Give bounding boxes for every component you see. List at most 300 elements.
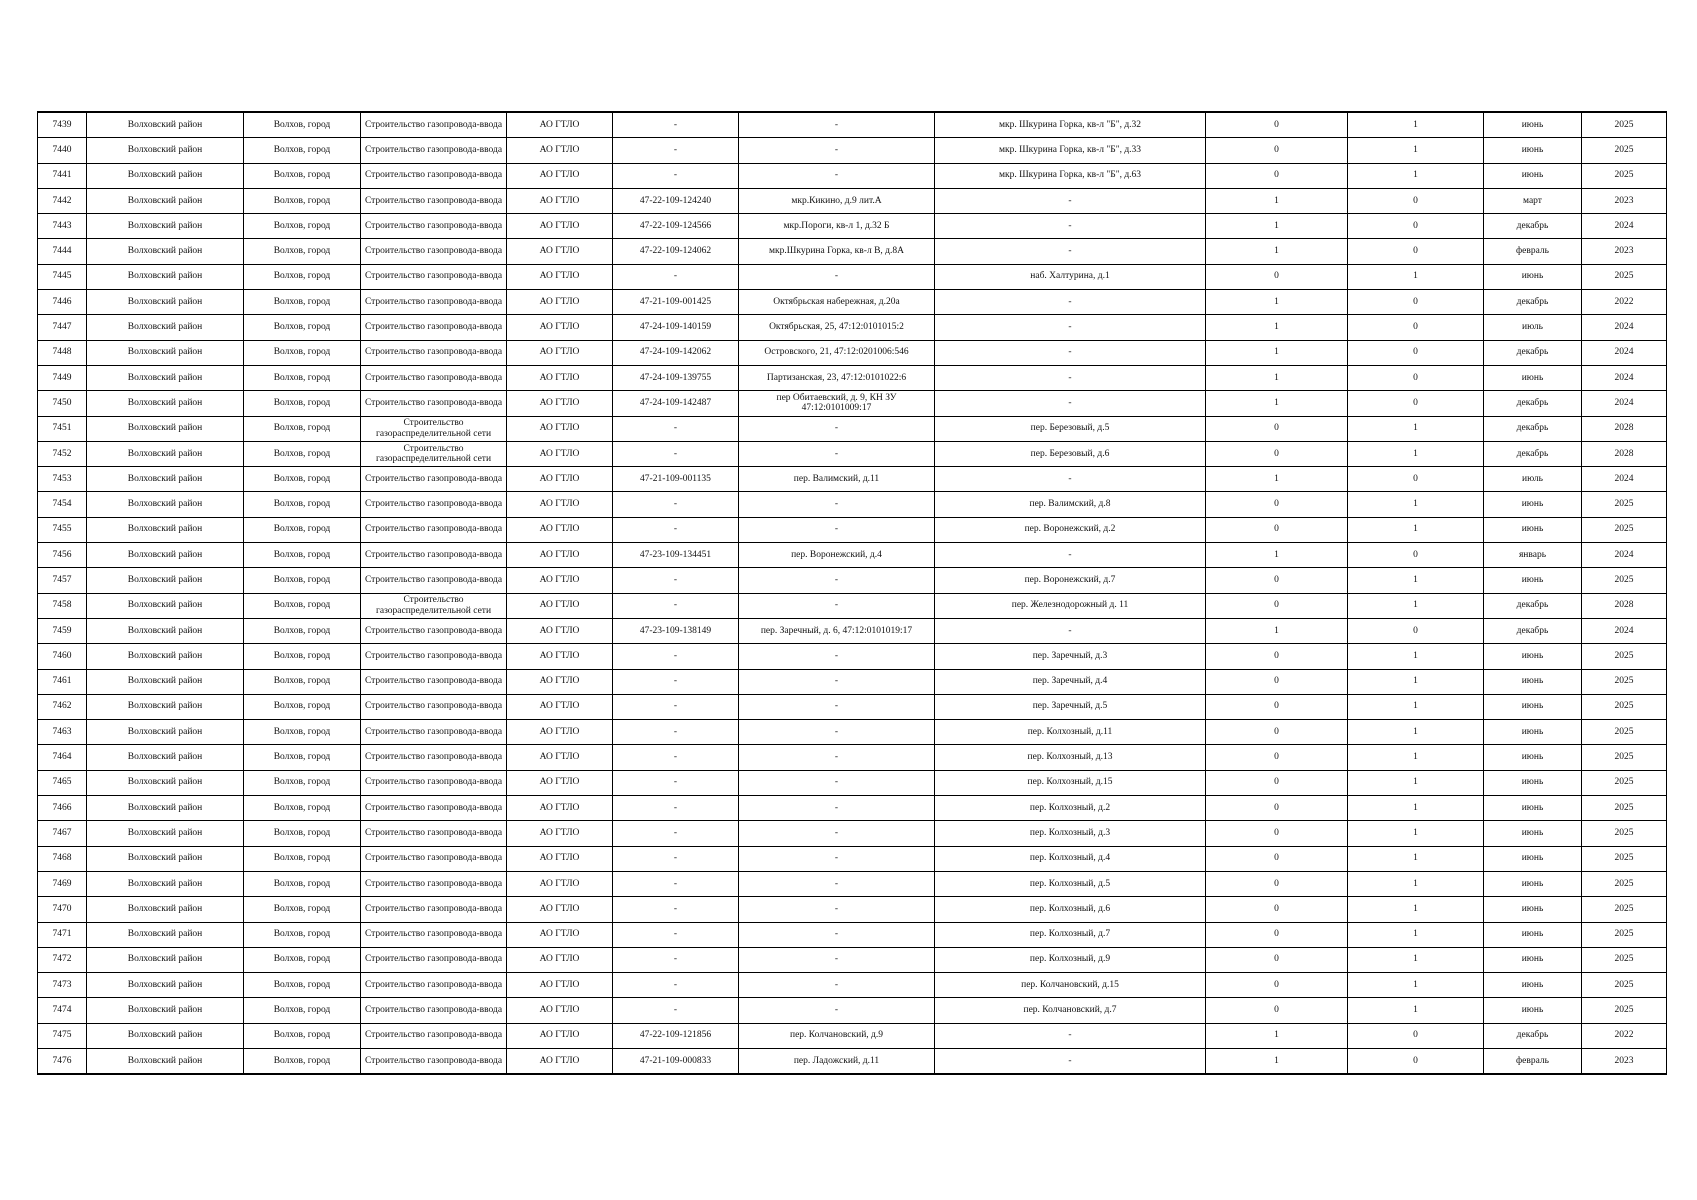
cell-address-existing: мкр.Пороги, кв-л 1, д.32 Б (739, 214, 935, 239)
table-row (38, 720, 1667, 745)
cell-address-planned: - (935, 467, 1206, 492)
cell-application-number: - (613, 897, 739, 922)
cell-year: 2024 (1582, 618, 1667, 643)
cell-address-planned: - (935, 340, 1206, 365)
cell-district: Волховский район (87, 644, 244, 669)
cell-address-existing: - (739, 846, 935, 871)
table-row (38, 922, 1667, 947)
cell-count-a: 0 (1206, 821, 1348, 846)
table-row (38, 112, 1667, 138)
cell-count-a: 0 (1206, 492, 1348, 517)
cell-settlement: Волхов, город (244, 846, 361, 871)
cell-count-b: 1 (1348, 871, 1484, 896)
cell-count-b: 0 (1348, 239, 1484, 264)
cell-year: 2025 (1582, 897, 1667, 922)
cell-count-b: 1 (1348, 947, 1484, 972)
cell-address-existing: - (739, 720, 935, 745)
table-row (38, 163, 1667, 188)
cell-work-type: Строительство газопровода-ввода (361, 644, 507, 669)
gasification-table-sheet (37, 111, 1666, 1075)
cell-settlement: Волхов, город (244, 391, 361, 416)
table-row (38, 543, 1667, 568)
cell-count-b: 1 (1348, 112, 1484, 138)
cell-organization: АО ГТЛО (507, 1048, 613, 1074)
cell-district: Волховский район (87, 796, 244, 821)
cell-count-a: 0 (1206, 163, 1348, 188)
cell-district: Волховский район (87, 467, 244, 492)
cell-year: 2024 (1582, 543, 1667, 568)
cell-count-b: 1 (1348, 973, 1484, 998)
cell-row-number: 7465 (38, 770, 87, 795)
cell-count-a: 0 (1206, 973, 1348, 998)
cell-address-planned: пер. Колхозный, д.6 (935, 897, 1206, 922)
table-row (38, 846, 1667, 871)
cell-row-number: 7475 (38, 1023, 87, 1048)
cell-count-a: 1 (1206, 365, 1348, 390)
cell-year: 2028 (1582, 441, 1667, 466)
cell-month: июнь (1484, 644, 1582, 669)
cell-work-type: Строительство газопровода-ввода (361, 112, 507, 138)
cell-application-number: 47-21-109-001425 (613, 290, 739, 315)
cell-year: 2025 (1582, 163, 1667, 188)
cell-address-planned: - (935, 315, 1206, 340)
cell-row-number: 7472 (38, 947, 87, 972)
cell-row-number: 7469 (38, 871, 87, 896)
cell-count-a: 0 (1206, 644, 1348, 669)
cell-application-number: - (613, 492, 739, 517)
cell-row-number: 7457 (38, 568, 87, 593)
cell-address-existing: - (739, 669, 935, 694)
cell-district: Волховский район (87, 391, 244, 416)
table-row (38, 1023, 1667, 1048)
cell-month: декабрь (1484, 340, 1582, 365)
cell-work-type: Строительство газопровода-ввода (361, 214, 507, 239)
cell-month: июнь (1484, 517, 1582, 542)
cell-count-b: 1 (1348, 694, 1484, 719)
cell-address-existing: Октябрьская, 25, 47:12:0101015:2 (739, 315, 935, 340)
cell-count-b: 0 (1348, 543, 1484, 568)
cell-count-a: 0 (1206, 138, 1348, 163)
cell-work-type: Строительство газопровода-ввода (361, 871, 507, 896)
cell-count-a: 0 (1206, 745, 1348, 770)
cell-address-planned: пер. Колхозный, д.3 (935, 821, 1206, 846)
cell-address-planned: пер. Березовый, д.5 (935, 416, 1206, 441)
cell-address-planned: - (935, 214, 1206, 239)
cell-month: июнь (1484, 720, 1582, 745)
cell-year: 2025 (1582, 720, 1667, 745)
cell-organization: АО ГТЛО (507, 517, 613, 542)
cell-year: 2025 (1582, 821, 1667, 846)
cell-work-type: Строительство газопровода-ввода (361, 947, 507, 972)
cell-month: декабрь (1484, 214, 1582, 239)
cell-count-a: 0 (1206, 669, 1348, 694)
table-row (38, 391, 1667, 416)
cell-year: 2025 (1582, 568, 1667, 593)
cell-work-type: Строительство газопровода-ввода (361, 745, 507, 770)
cell-organization: АО ГТЛО (507, 618, 613, 643)
cell-application-number: - (613, 694, 739, 719)
cell-count-a: 0 (1206, 897, 1348, 922)
table-row (38, 947, 1667, 972)
cell-settlement: Волхов, город (244, 745, 361, 770)
cell-count-a: 1 (1206, 290, 1348, 315)
table-row (38, 467, 1667, 492)
cell-year: 2025 (1582, 871, 1667, 896)
cell-address-planned: наб. Халтурина, д.1 (935, 264, 1206, 289)
cell-application-number: - (613, 745, 739, 770)
cell-count-a: 0 (1206, 922, 1348, 947)
table-row (38, 871, 1667, 896)
cell-address-existing: Октябрьская набережная, д.20а (739, 290, 935, 315)
cell-district: Волховский район (87, 441, 244, 466)
cell-address-planned: - (935, 1023, 1206, 1048)
cell-district: Волховский район (87, 821, 244, 846)
cell-organization: АО ГТЛО (507, 467, 613, 492)
cell-count-b: 0 (1348, 618, 1484, 643)
table-row (38, 796, 1667, 821)
cell-row-number: 7474 (38, 998, 87, 1023)
cell-row-number: 7464 (38, 745, 87, 770)
cell-count-b: 0 (1348, 467, 1484, 492)
cell-application-number: 47-23-109-134451 (613, 543, 739, 568)
cell-year: 2024 (1582, 340, 1667, 365)
cell-count-a: 1 (1206, 239, 1348, 264)
cell-work-type: Строительство газопровода-ввода (361, 543, 507, 568)
cell-count-a: 1 (1206, 467, 1348, 492)
cell-organization: АО ГТЛО (507, 214, 613, 239)
cell-application-number: 47-24-109-140159 (613, 315, 739, 340)
cell-application-number: 47-24-109-142487 (613, 391, 739, 416)
cell-district: Волховский район (87, 593, 244, 618)
table-row (38, 973, 1667, 998)
cell-year: 2025 (1582, 517, 1667, 542)
cell-application-number: - (613, 644, 739, 669)
cell-count-a: 0 (1206, 871, 1348, 896)
cell-organization: АО ГТЛО (507, 947, 613, 972)
cell-address-existing: - (739, 568, 935, 593)
cell-settlement: Волхов, город (244, 138, 361, 163)
cell-application-number: 47-22-109-121856 (613, 1023, 739, 1048)
cell-month: июнь (1484, 871, 1582, 896)
cell-district: Волховский район (87, 669, 244, 694)
cell-year: 2025 (1582, 998, 1667, 1023)
cell-work-type: Строительство газопровода-ввода (361, 770, 507, 795)
cell-application-number: 47-22-109-124240 (613, 188, 739, 213)
cell-month: июнь (1484, 264, 1582, 289)
cell-count-a: 0 (1206, 846, 1348, 871)
cell-work-type: Строительство газопровода-ввода (361, 720, 507, 745)
cell-address-existing: - (739, 871, 935, 896)
cell-month: февраль (1484, 1048, 1582, 1074)
cell-address-existing: - (739, 264, 935, 289)
cell-work-type: Строительство газопровода-ввода (361, 998, 507, 1023)
cell-organization: АО ГТЛО (507, 365, 613, 390)
cell-district: Волховский район (87, 188, 244, 213)
cell-row-number: 7473 (38, 973, 87, 998)
cell-organization: АО ГТЛО (507, 720, 613, 745)
cell-year: 2028 (1582, 593, 1667, 618)
table-row (38, 770, 1667, 795)
cell-month: июль (1484, 467, 1582, 492)
cell-address-planned: пер. Колхозный, д.15 (935, 770, 1206, 795)
cell-district: Волховский район (87, 264, 244, 289)
cell-year: 2023 (1582, 239, 1667, 264)
cell-row-number: 7459 (38, 618, 87, 643)
cell-address-existing: - (739, 138, 935, 163)
cell-row-number: 7452 (38, 441, 87, 466)
cell-district: Волховский район (87, 973, 244, 998)
cell-count-a: 1 (1206, 618, 1348, 643)
cell-address-existing: - (739, 998, 935, 1023)
cell-work-type: Строительство газопровода-ввода (361, 568, 507, 593)
cell-settlement: Волхов, город (244, 416, 361, 441)
cell-address-existing: - (739, 492, 935, 517)
cell-work-type: Строительство газопровода-ввода (361, 365, 507, 390)
table-row (38, 593, 1667, 618)
cell-address-planned: пер. Березовый, д.6 (935, 441, 1206, 466)
cell-month: июнь (1484, 112, 1582, 138)
cell-year: 2025 (1582, 770, 1667, 795)
cell-count-b: 1 (1348, 441, 1484, 466)
cell-application-number: 47-22-109-124566 (613, 214, 739, 239)
cell-application-number: - (613, 871, 739, 896)
cell-organization: АО ГТЛО (507, 922, 613, 947)
cell-year: 2024 (1582, 315, 1667, 340)
cell-settlement: Волхов, город (244, 163, 361, 188)
cell-settlement: Волхов, город (244, 973, 361, 998)
cell-count-b: 0 (1348, 1048, 1484, 1074)
cell-settlement: Волхов, город (244, 669, 361, 694)
cell-settlement: Волхов, город (244, 517, 361, 542)
cell-row-number: 7453 (38, 467, 87, 492)
cell-count-b: 1 (1348, 922, 1484, 947)
cell-count-b: 1 (1348, 846, 1484, 871)
cell-district: Волховский район (87, 517, 244, 542)
cell-settlement: Волхов, город (244, 264, 361, 289)
cell-work-type: Строительство газопровода-ввода (361, 618, 507, 643)
cell-organization: АО ГТЛО (507, 973, 613, 998)
cell-address-existing: пер. Воронежский, д.4 (739, 543, 935, 568)
cell-count-b: 1 (1348, 163, 1484, 188)
cell-address-planned: пер. Колхозный, д.7 (935, 922, 1206, 947)
cell-count-a: 0 (1206, 770, 1348, 795)
cell-address-planned: - (935, 365, 1206, 390)
cell-settlement: Волхов, город (244, 593, 361, 618)
cell-address-existing: - (739, 947, 935, 972)
cell-work-type: Строительство газораспределительной сети (361, 441, 507, 466)
cell-row-number: 7458 (38, 593, 87, 618)
cell-month: июнь (1484, 846, 1582, 871)
cell-organization: АО ГТЛО (507, 871, 613, 896)
cell-row-number: 7468 (38, 846, 87, 871)
cell-work-type: Строительство газопровода-ввода (361, 340, 507, 365)
cell-district: Волховский район (87, 214, 244, 239)
cell-work-type: Строительство газопровода-ввода (361, 391, 507, 416)
cell-address-existing: мкр.Кикино, д.9 лит.А (739, 188, 935, 213)
cell-organization: АО ГТЛО (507, 391, 613, 416)
cell-year: 2023 (1582, 188, 1667, 213)
cell-count-b: 1 (1348, 998, 1484, 1023)
cell-count-b: 1 (1348, 492, 1484, 517)
cell-count-b: 1 (1348, 669, 1484, 694)
cell-work-type: Строительство газопровода-ввода (361, 973, 507, 998)
cell-month: июнь (1484, 770, 1582, 795)
cell-settlement: Волхов, город (244, 1023, 361, 1048)
cell-district: Волховский район (87, 239, 244, 264)
cell-address-existing: - (739, 694, 935, 719)
cell-organization: АО ГТЛО (507, 745, 613, 770)
cell-month: июнь (1484, 821, 1582, 846)
cell-district: Волховский район (87, 163, 244, 188)
cell-count-a: 0 (1206, 720, 1348, 745)
cell-work-type: Строительство газопровода-ввода (361, 796, 507, 821)
cell-organization: АО ГТЛО (507, 441, 613, 466)
cell-address-existing: - (739, 517, 935, 542)
cell-month: декабрь (1484, 593, 1582, 618)
cell-row-number: 7445 (38, 264, 87, 289)
cell-application-number: 47-24-109-139755 (613, 365, 739, 390)
cell-count-b: 1 (1348, 720, 1484, 745)
cell-month: июнь (1484, 998, 1582, 1023)
cell-address-existing: - (739, 593, 935, 618)
cell-month: июнь (1484, 796, 1582, 821)
cell-settlement: Волхов, город (244, 441, 361, 466)
cell-count-b: 0 (1348, 340, 1484, 365)
table-row (38, 568, 1667, 593)
cell-month: июнь (1484, 163, 1582, 188)
cell-application-number: - (613, 846, 739, 871)
cell-application-number: 47-24-109-142062 (613, 340, 739, 365)
cell-settlement: Волхов, город (244, 720, 361, 745)
cell-count-b: 0 (1348, 1023, 1484, 1048)
cell-organization: АО ГТЛО (507, 416, 613, 441)
cell-count-b: 0 (1348, 391, 1484, 416)
table-row (38, 340, 1667, 365)
table-row (38, 644, 1667, 669)
cell-count-b: 1 (1348, 770, 1484, 795)
cell-organization: АО ГТЛО (507, 694, 613, 719)
cell-organization: АО ГТЛО (507, 796, 613, 821)
cell-settlement: Волхов, город (244, 467, 361, 492)
table-row (38, 315, 1667, 340)
table-row (38, 517, 1667, 542)
cell-address-planned: пер. Колхозный, д.11 (935, 720, 1206, 745)
cell-organization: АО ГТЛО (507, 846, 613, 871)
cell-organization: АО ГТЛО (507, 998, 613, 1023)
cell-count-b: 1 (1348, 593, 1484, 618)
cell-count-b: 0 (1348, 365, 1484, 390)
cell-address-planned: - (935, 188, 1206, 213)
cell-count-a: 0 (1206, 517, 1348, 542)
cell-application-number: - (613, 770, 739, 795)
cell-organization: АО ГТЛО (507, 543, 613, 568)
cell-address-existing: - (739, 416, 935, 441)
cell-count-b: 0 (1348, 315, 1484, 340)
cell-address-planned: пер. Колхозный, д.13 (935, 745, 1206, 770)
cell-district: Волховский район (87, 112, 244, 138)
table-row (38, 492, 1667, 517)
cell-address-existing: - (739, 922, 935, 947)
cell-application-number: 47-21-109-000833 (613, 1048, 739, 1074)
table-row (38, 188, 1667, 213)
cell-address-existing: - (739, 163, 935, 188)
cell-month: июнь (1484, 365, 1582, 390)
cell-organization: АО ГТЛО (507, 568, 613, 593)
cell-settlement: Волхов, город (244, 492, 361, 517)
cell-settlement: Волхов, город (244, 188, 361, 213)
cell-work-type: Строительство газопровода-ввода (361, 239, 507, 264)
cell-application-number: - (613, 568, 739, 593)
cell-district: Волховский район (87, 416, 244, 441)
cell-year: 2025 (1582, 492, 1667, 517)
cell-district: Волховский район (87, 1048, 244, 1074)
cell-address-planned: мкр. Шкурина Горка, кв-л "Б", д.33 (935, 138, 1206, 163)
cell-count-a: 0 (1206, 416, 1348, 441)
cell-month: июнь (1484, 492, 1582, 517)
table-row (38, 694, 1667, 719)
cell-settlement: Волхов, город (244, 694, 361, 719)
cell-application-number: - (613, 416, 739, 441)
cell-row-number: 7448 (38, 340, 87, 365)
cell-organization: АО ГТЛО (507, 163, 613, 188)
cell-organization: АО ГТЛО (507, 897, 613, 922)
cell-organization: АО ГТЛО (507, 821, 613, 846)
cell-address-existing: пер. Колчановский, д.9 (739, 1023, 935, 1048)
table-row (38, 264, 1667, 289)
cell-organization: АО ГТЛО (507, 669, 613, 694)
cell-work-type: Строительство газопровода-ввода (361, 163, 507, 188)
cell-count-a: 0 (1206, 441, 1348, 466)
cell-count-b: 1 (1348, 517, 1484, 542)
cell-row-number: 7461 (38, 669, 87, 694)
cell-month: июнь (1484, 138, 1582, 163)
table-row (38, 290, 1667, 315)
cell-count-b: 1 (1348, 644, 1484, 669)
cell-row-number: 7447 (38, 315, 87, 340)
cell-organization: АО ГТЛО (507, 112, 613, 138)
cell-year: 2028 (1582, 416, 1667, 441)
cell-organization: АО ГТЛО (507, 644, 613, 669)
cell-settlement: Волхов, город (244, 214, 361, 239)
table-body (38, 112, 1667, 1074)
cell-organization: АО ГТЛО (507, 315, 613, 340)
cell-address-existing: пер. Валимский, д.11 (739, 467, 935, 492)
cell-address-planned: - (935, 391, 1206, 416)
cell-count-b: 1 (1348, 138, 1484, 163)
cell-count-a: 1 (1206, 340, 1348, 365)
cell-address-existing: - (739, 441, 935, 466)
cell-count-a: 0 (1206, 947, 1348, 972)
cell-month: январь (1484, 543, 1582, 568)
cell-application-number: - (613, 947, 739, 972)
cell-row-number: 7462 (38, 694, 87, 719)
cell-row-number: 7460 (38, 644, 87, 669)
cell-address-planned: пер. Заречный, д.5 (935, 694, 1206, 719)
cell-district: Волховский район (87, 618, 244, 643)
table-row (38, 998, 1667, 1023)
cell-application-number: - (613, 998, 739, 1023)
cell-month: декабрь (1484, 290, 1582, 315)
cell-district: Волховский район (87, 947, 244, 972)
cell-row-number: 7454 (38, 492, 87, 517)
cell-count-a: 0 (1206, 796, 1348, 821)
cell-district: Волховский район (87, 340, 244, 365)
cell-work-type: Строительство газопровода-ввода (361, 264, 507, 289)
cell-count-b: 0 (1348, 214, 1484, 239)
cell-address-existing: мкр.Шкурина Горка, кв-л В, д.8А (739, 239, 935, 264)
cell-district: Волховский район (87, 745, 244, 770)
cell-year: 2025 (1582, 264, 1667, 289)
